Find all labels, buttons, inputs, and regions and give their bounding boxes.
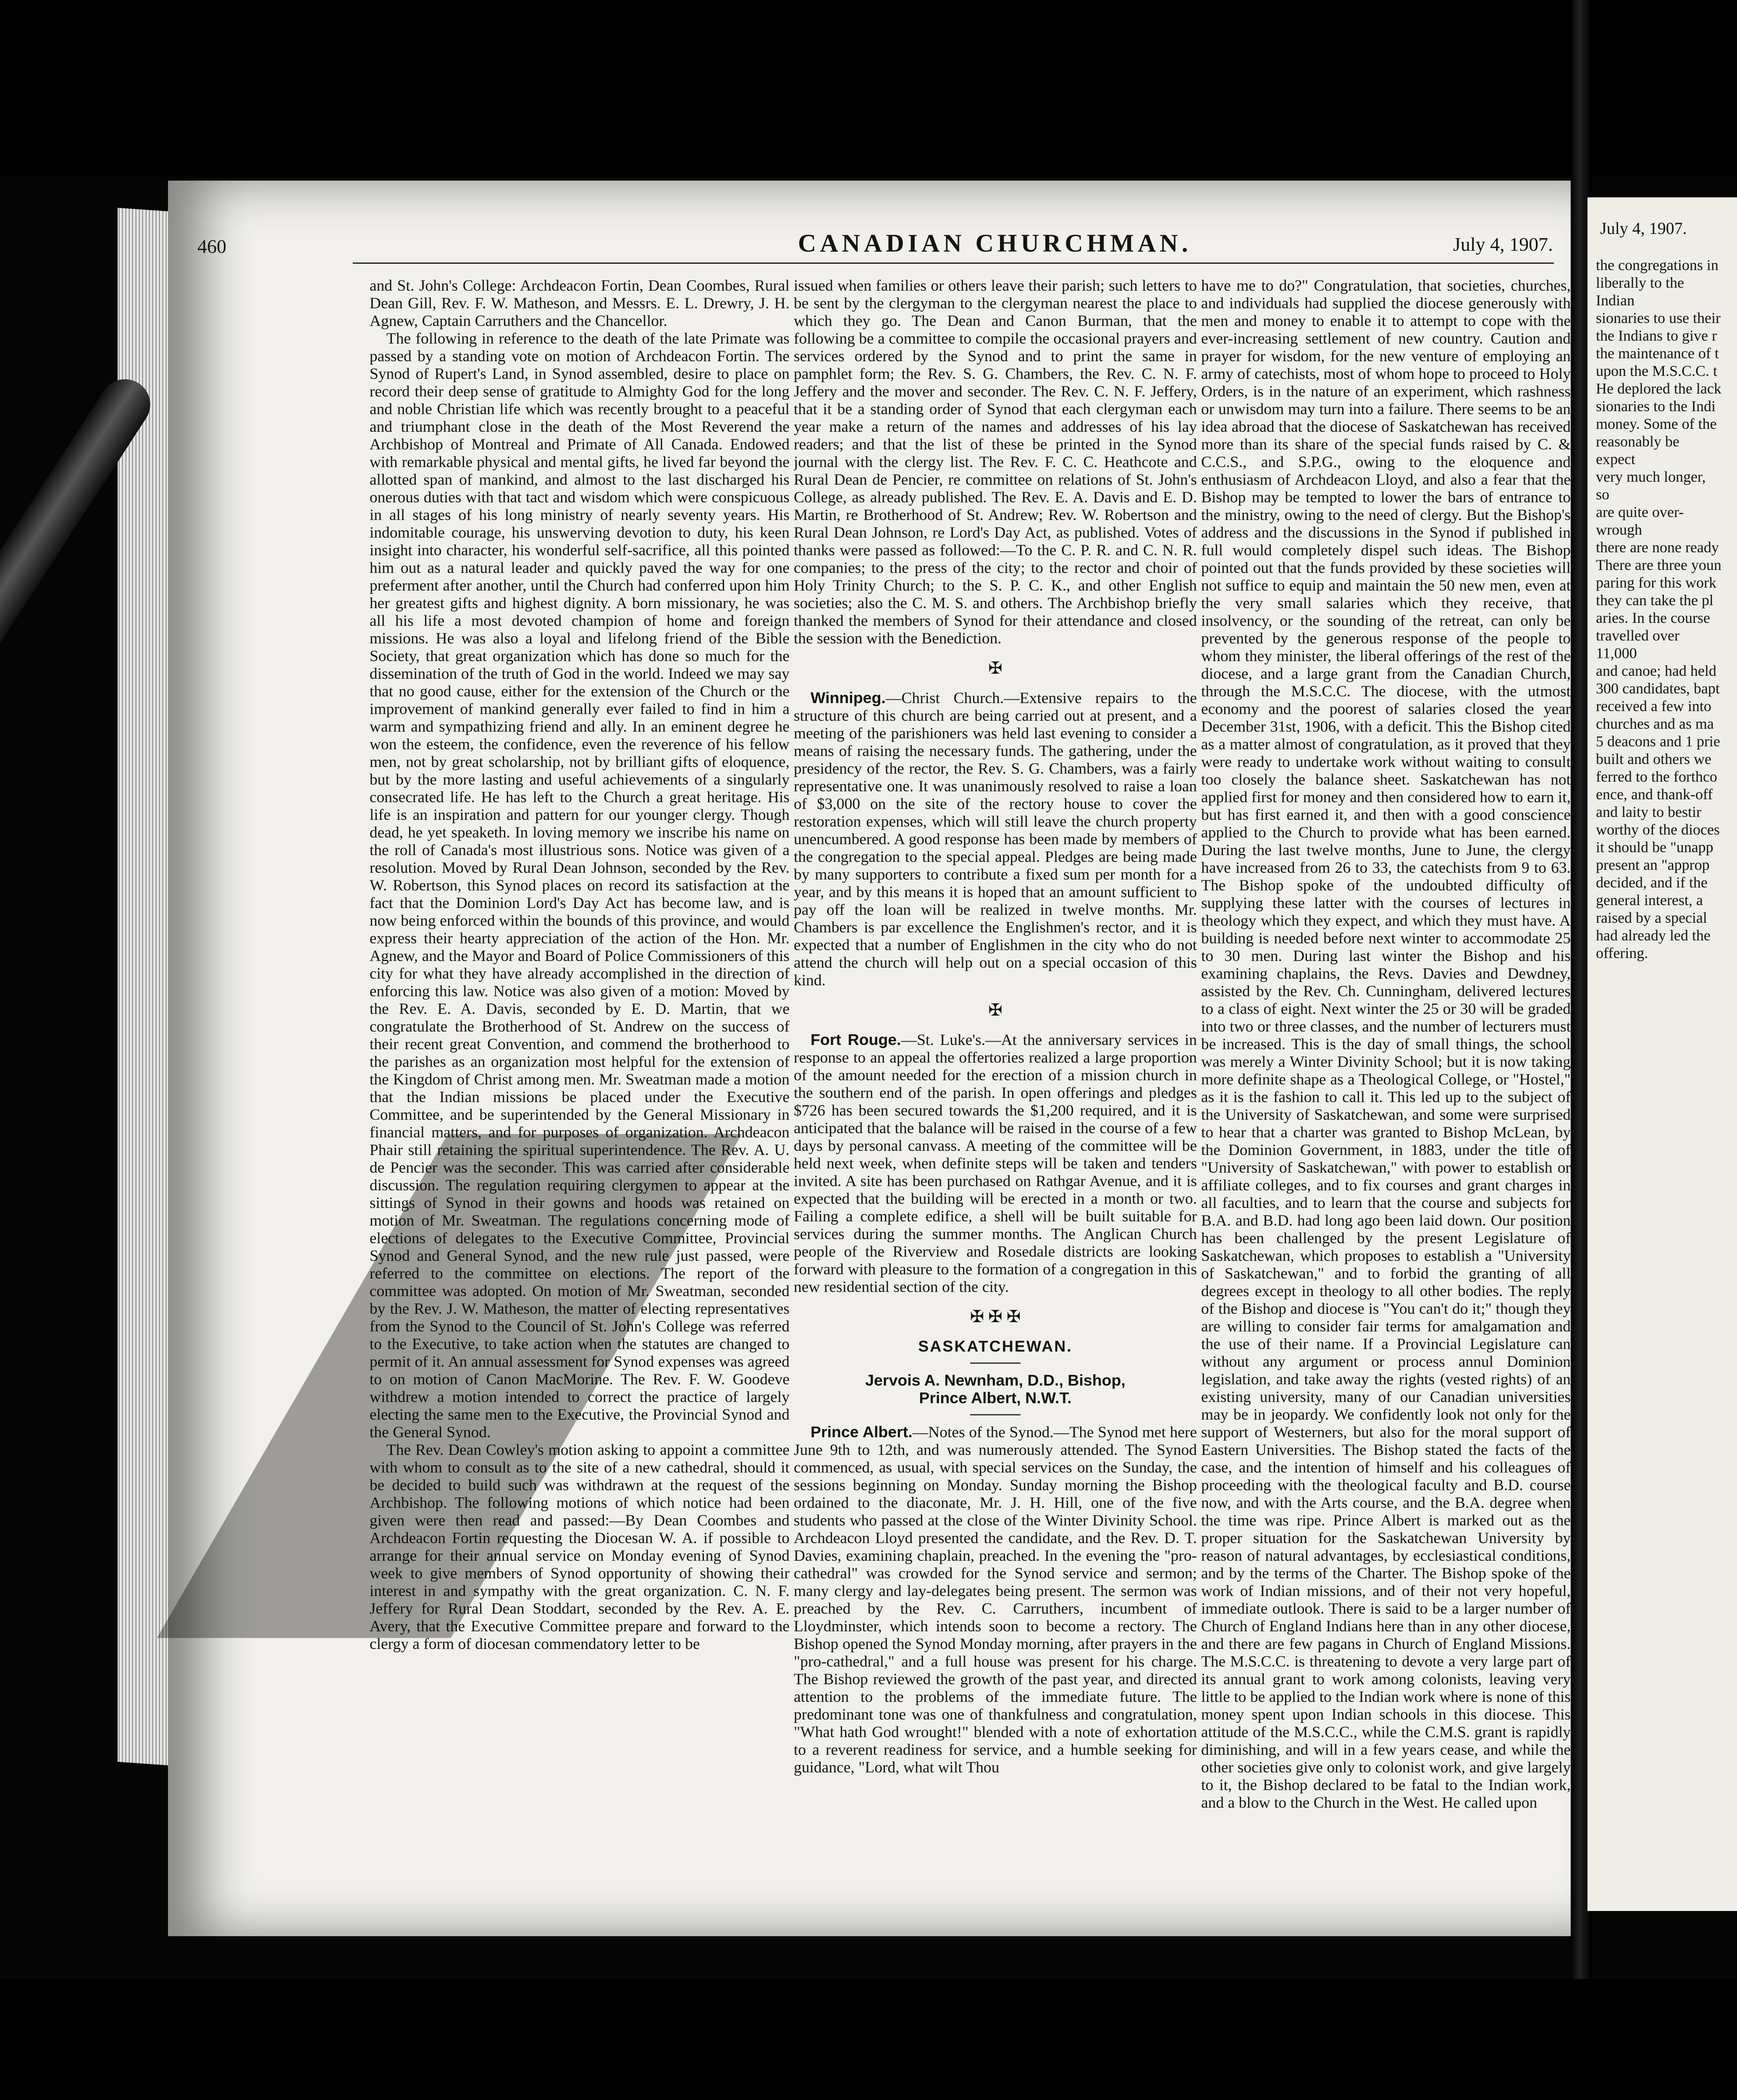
paragraph: issued when families or others leave their parish; such letters to be sent by the clergyman to the clergyman nearest the place to which they go. The Dean and Canon Burman, that the following be a committee to compile the occasional prayers and services ordered by the Synod and to print the same in pamphlet form; the Rev. S. G. Chambers, the Rev. C. N. F. Jeffery and the mover and seconder. The Rev. C. N. F. Jeffery, that it be a standing order of Synod that each clergyman each year make a return of the names and addresses of his lay readers; and that the list of these be printed in the Synod journal with the clergy list. The Rev. F. C. C. Heathcote and Rural Dean de Pencier, re committee on relations of St. John's College, as already published. The Rev. E. A. Davis and E. D. Martin, re Brotherhood of St. Andrew; Rev. W. Robertson and Rural Dean Johnson, re Lord's Day Act, as published. Votes of thanks were passed as followed:—To the C. P. R. and C. N. R. companies; to the press of the city; to the rector and choir of Holy Trinity Church; to the S. P. C. K., and other English societies; also the C. M. S. and others. The Archbishop briefly thanked the members of Synod for their attendance and closed the session with the Benediction. [794,277,1197,647]
run-head-prince-albert: Prince Albert. [811,1423,913,1441]
paragraph: The following in reference to the death of the late Primate was passed by a standing vote on motion of Archdeacon Fortin. The Synod of Rupert's Land, in Synod assembled, desire to place on record their deep sense of gratitude to Almighty God for the long and noble Christian life which was recently brought to a peaceful and triumphant close in the death of the Most Reverend the Archbishop of Montreal and Primate of All Canada. Endowed with remarkable physical and mental gifts, he lived far beyond the allotted span of mankind, and almost to the last discharged his onerous duties with that tact and wisdom which were conspicuous in all stages of his long ministry of nearly seventy years. His indomitable courage, his unswerving devotion to duty, his keen insight into character, his wonderful self-sacrifice, all this pointed him out as a natural leader and quickly paved the way for one preferment after another, until the Church had conferred upon him her greatest gifts and highest dignity. A born missionary, he was all his life a most devoted champion of home and foreign missions. He was also a loyal and lifelong friend of the Bible Society, that great organization which has done so much for the dissemination of the truth of God in the world. Indeed we may say that no good cause, either for the extension of the Church or the improvement of mankind generally ever failed to find in him a warm and sympathizing friend and ally. In an eminent degree he won the esteem, the confidence, even the reverence of his fellow men, not by great scholarship, not by brilliant gifts of eloquence, but by the more lasting and useful achievements of a singularly consecrated life. He has left to the Church a great heritage. His life is an inspiration and pattern for our younger clergy. Though dead, he yet speaketh. In loving memory we inscribe his name on the roll of Canada's most illustrious sons. Notice was given of a resolution. Moved by Rural Dean Johnson, seconded by the Rev. W. Robertson, this Synod places on record its satisfaction at the fact that the Dominion Lord's Day Act has become law, and is now being enforced within the bounds of this province, and would express their hearty appreciation of the action of the Hon. Mr. Agnew, and the Mayor and Board of Police Commissioners of this city for what they have already accomplished in the direction of enforcing this law. Notice was also given of a motion: Moved by the Rev. E. A. Davis, seconded by E. D. Martin, that we congratulate the Brotherhood of St. Andrew on the success of their recent great Convention, and commend the brotherhood to the parishes as an organization most helpful for the extension of the Kingdom of Christ among men. Mr. Sweatman made a motion that the Indian missions be placed under the Executive Committee, and be superintended by the General Missionary in financial matters, and for purposes of organization. Archdeacon Phair still retaining the spiritual superintendence. The Rev. A. U. de Pencier was the seconder. This was carried after considerable discussion. The regulation requiring clergymen to appear at the sittings of Synod in their gowns and hoods was retained on motion of Mr. Sweatman. The regulations concerning mode of elections of delegates to the Executive Committee, Provincial Synod and General Synod, and the new rule just passed, were referred to the committee on elections. The report of the committee was adopted. On motion of Mr. Sweatman, seconded by the Rev. J. W. Matheson, the matter of electing representatives from the Synod to the Council of St. John's College was referred to the Executive, to take action when the statutes are changed to permit of it. An annual assessment for Synod expenses was agreed to on motion of Canon MacMorine. The Rev. F. W. Goodeve withdrew a motion intended to correct the practice of largely electing the same men to the Executive, the Provincial Synod and the General Synod. [370,330,790,1441]
ornament: ✠ [988,1000,1002,1019]
section-rule [970,1414,1021,1415]
run-head-fort-rouge: Fort Rouge. [811,1031,901,1048]
paragraph: The Rev. Dean Cowley's motion asking to appoint a committee with whom to consult as to the site of a new cathedral, should it be decided to build such was withdrawn at the request of the Archbishop. The following motions of which notice had been given were then read and passed:—By Dean Coombes and Archdeacon Fortin requesting the Diocesan W. A. if possible to arrange for their annual service on Monday evening of Synod week to give members of Synod opportunity of showing their interest in and sympathy with the great organization. C. N. F. Jeffery for Rural Dean Stoddart, seconded by the Rev. A. E. Avery, that the Executive Committee prepare and forward to the clergy a form of diocesan commendatory letter to be [370,1441,790,1653]
ornament-triple: ✠ ✠ ✠ [970,1307,1021,1326]
column-1 [370,277,790,1890]
article-body: —St. Luke's.—At the anniversary services in response to an appeal the offertories realized a large proportion of the amount needed for the erection of a mission church in the southern end of the parish. In open offerings and pledges $726 has been secured towards the $1,200 required, and it is anticipated that the balance will be raised in the course of a few days by personal canvass. A meeting of the committee will be held next week, when definite steps will be taken and tenders invited. A site has been purchased on Rathgar Avenue, and it is expected that the building will be erected in a month or two. Failing a complete edifice, a shell will be built suitable for services during the summer months. The Anglican Church people of the Riverview and Rosedale districts are looking forward with pleasure to the formation of a congregation in this new residential section of the city. [794,1032,1197,1296]
bishop-byline: Jervois A. Newnham, D.D., Bishop, [865,1371,1126,1389]
microfilm-frame-top [0,0,1737,176]
facing-page-text: the congregations in liberally to the Indian sionaries to use their the Indians to give r the maintenance of t upon the M.S.C.C. t He deplored the lack sionaries to the Indi money. Some of the reasonably be expect very much longer, so are quite over-wrough there are none ready There are three youn paring for this work they can take the pl aries. In the course travelled over 11,000 and canoe; had held 300 candidates, bapt received a few into churches and as ma 5 deacons and 1 prie built and others we ferred to the forthco ence, and thank-off and laity to bestir worthy of the dioces it should be "unapp present an "approp decided, and if the general interest, a raised by a special had already led the offering. [1596,257,1721,961]
masthead: CANADIAN CHURCHMAN. [798,229,1192,257]
facing-page-date: July 4, 1907. [1600,219,1687,238]
facing-page [1587,197,1737,1911]
article-body: —Christ Church.—Extensive repairs to the structure of this church are being carried out at present, and a meeting of the parishioners was held last evening to consider a means of raising the necessary funds. The gathering, under the presidency of the rector, the Rev. S. G. Chambers, was a fairly representative one. It was unanimously resolved to raise a loan of $3,000 on the site of the rectory house to cover the restoration expenses, which will still leave the church property unencumbered. A good response has been made by members of the congregation to the special appeal. Pledges are being made by many supporters to contribute a fixed sum per month for a year, and by this means it is hoped that an amount sufficient to pay off the loan will be realized in twelve months. Mr. Chambers is par excellence the Englishmen's rector, and it is expected that a number of Englishmen in the city who do not attend the church will help out on a special occasion of this kind. [794,690,1197,989]
paragraph: have me to do?" Congratulation, that societies, churches, and individuals had supplied the diocese generously with men and money to enable it to attempt to cope with the ever-increasing settlement of new country. Caution and prayer for wisdom, for the new venture of employing an army of catechists, most of whom hope to proceed to Holy Orders, is in the nature of an experiment, which rashness or unwisdom may turn into a failure. There seems to be an idea abroad that the diocese of Saskatchewan has received more than its share of the special funds raised by C. & C.C.S., and S.P.G., owing to the eloquence and enthusiasm of Archdeacon Lloyd, and also a fear that the Bishop may be tempted to lower the bars of entrance to the ministry, owing to the need of clergy. But the Bishop's address and the discussions in the Synod if published in full would completely dispel such ideas. The Bishop pointed out that the funds provided by these societies will not suffice to equip and maintain the 50 new men, even at the very small salaries which they receive, that insolvency, or the sounding of the retreat, can only be prevented by the generous response of the people to whom they minister, the liberal offerings of the rest of the diocese, and a large grant from the Canadian Church, through the M.S.C.C. The diocese, with the utmost economy and the poorest of salaries closed the year December 31st, 1906, with a deficit. This the Bishop cited as a matter almost of congratulation, as it proved that they were ready to undertake work without waiting to consult too closely the balance sheet. Saskatchewan has not applied first for money and then considered how to earn it, but has first earned it, and then with a good conscience applied to the Church to provide what has been earned. During the last twelve months, June to June, the clergy have increased from 26 to 33, the catechists from 9 to 63. The Bishop spoke of the undoubted difficulty of supplying these latter with the courses of lectures in theology which they expect, and which they must have. A building is needed before next winter to accommodate 25 to 30 men. During last winter the Bishop and his examining chaplains, the Revs. Davies and Dewdney, assisted by the Rev. Ch. Cunningham, delivered lectures to a class of eight. Next winter the 25 or 30 will be graded into two or three classes, and the number of lecturers must be increased. This is the day of small things, the school was merely a Winter Divinity School; but it is now taking more definite shape as a Theological College, or "Hostel," as it is the fashion to call it. This led up to the subject of the University of Saskatchewan, and some were surprised to hear that a charter was granted to Bishop McLean, by the Dominion Government, in 1883, under the title of "University of Saskatchewan," with power to establish or affiliate colleges, and to fix courses and grant charges in all faculties, and to learn that the course and subjects for B.A. and B.D. had long ago been laid down. Our position has been challenged by the present Legislature of Saskatchewan, which proposes to establish a "University of Saskatchewan," and to forbid the granting of all degrees except in theology to all other bodies. The reply of the Bishop and diocese is "You can't do it;" though they are willing to consider fair terms for amalgamation and the use of their name. If a Provincial Legislature can without any argument or process annul Dominion legislation, and take away the rights (vested rights) of an existing university, many of our Canadian universities may be in jeopardy. We confidently look not only for the support of Westerners, but also for the moral support of Eastern Universities. The Bishop stated the facts of the case, and the intention of himself and his colleagues of proceeding with the theological faculty and B.D. course now, and with the Arts course, and the B.A. degree when the time was ripe. Prince Albert is marked out as the proper situation for the Saskatchewan University by reason of natural advantages, by ecclesiastical conditions, and by the terms of the Charter. The Bishop spoke of the work of Indian missions, and of their not very hopeful, immediate outlook. There is said to be a larger number of Church of England Indians here than in any other diocese, and there are few pagans in Church of England Missions. The M.S.C.C. is threatening to devote a very large part of its annual grant to work among colonists, leaving very little to be applied to the Indian work where is none of this money spent upon Indian schools in this diocese. This attitude of the M.S.C.C., while the C.M.S. grant is rapidly diminishing, and will in a few years cease, and while the other societies give only to colonist work, and give largely to it, the Bishop declared to be fatal to the Indian work, and a blow to the Church in the West. He called upon [1201,277,1571,1811]
run-head-winnipeg: Winnipeg. [811,689,886,706]
article-fort-rouge [794,1031,1197,1296]
header-rule [353,262,1554,264]
bishop-place: Prince Albert, N.W.T. [919,1389,1072,1407]
page-number: 460 [197,236,226,257]
column-3 [1201,277,1571,1890]
microfilm-frame-bottom [0,1979,1737,2100]
article-winnipeg [794,689,1197,990]
ornament: ✠ [988,659,1002,677]
article-body: —Notes of the Synod.—The Synod met here June 9th to 12th, and was numerously attended. The Synod commenced, as usual, with special services on the Sunday, the sessions beginning on Monday. Sunday morning the Bishop ordained to the diaconate, Mr. J. H. Hill, one of the five students who passed at the close of the Winter Divinity School. Archdeacon Lloyd presented the candidate, and the Rev. D. T. Davies, examining chaplain, preached. In the evening the "pro-cathedral" was crowded for the Synod service and sermon; many clergy and lay-delegates being present. The sermon was preached by the Rev. C. Carruthers, incumbent of Lloydminster, which intends soon to become a rectory. The Bishop opened the Synod Monday morning, after prayers in the "pro-cathedral," and a full house was present for his charge. The Bishop reviewed the growth of the past year, and directed attention to the problems of the immediate future. The predominant tone was one of thankfulness and congratulation, "What hath God wrought!" blended with a note of exhortation to a reverent readiness for service, and a humble seeking for guidance, "Lord, what wilt Thou [794,1424,1197,1776]
section-rule [970,1362,1021,1364]
paragraph: and St. John's College: Archdeacon Fortin, Dean Coombes, Rural Dean Gill, Rev. F. W. Matheson, and Messrs. E. L. Drewry, J. H. Agnew, Captain Carruthers and the Chancellor. [370,277,790,330]
article-prince-albert [794,1423,1197,1777]
dateline: July 4, 1907. [1453,234,1553,255]
column-2 [794,277,1197,1890]
section-title: SASKATCHEWAN. [918,1337,1073,1355]
